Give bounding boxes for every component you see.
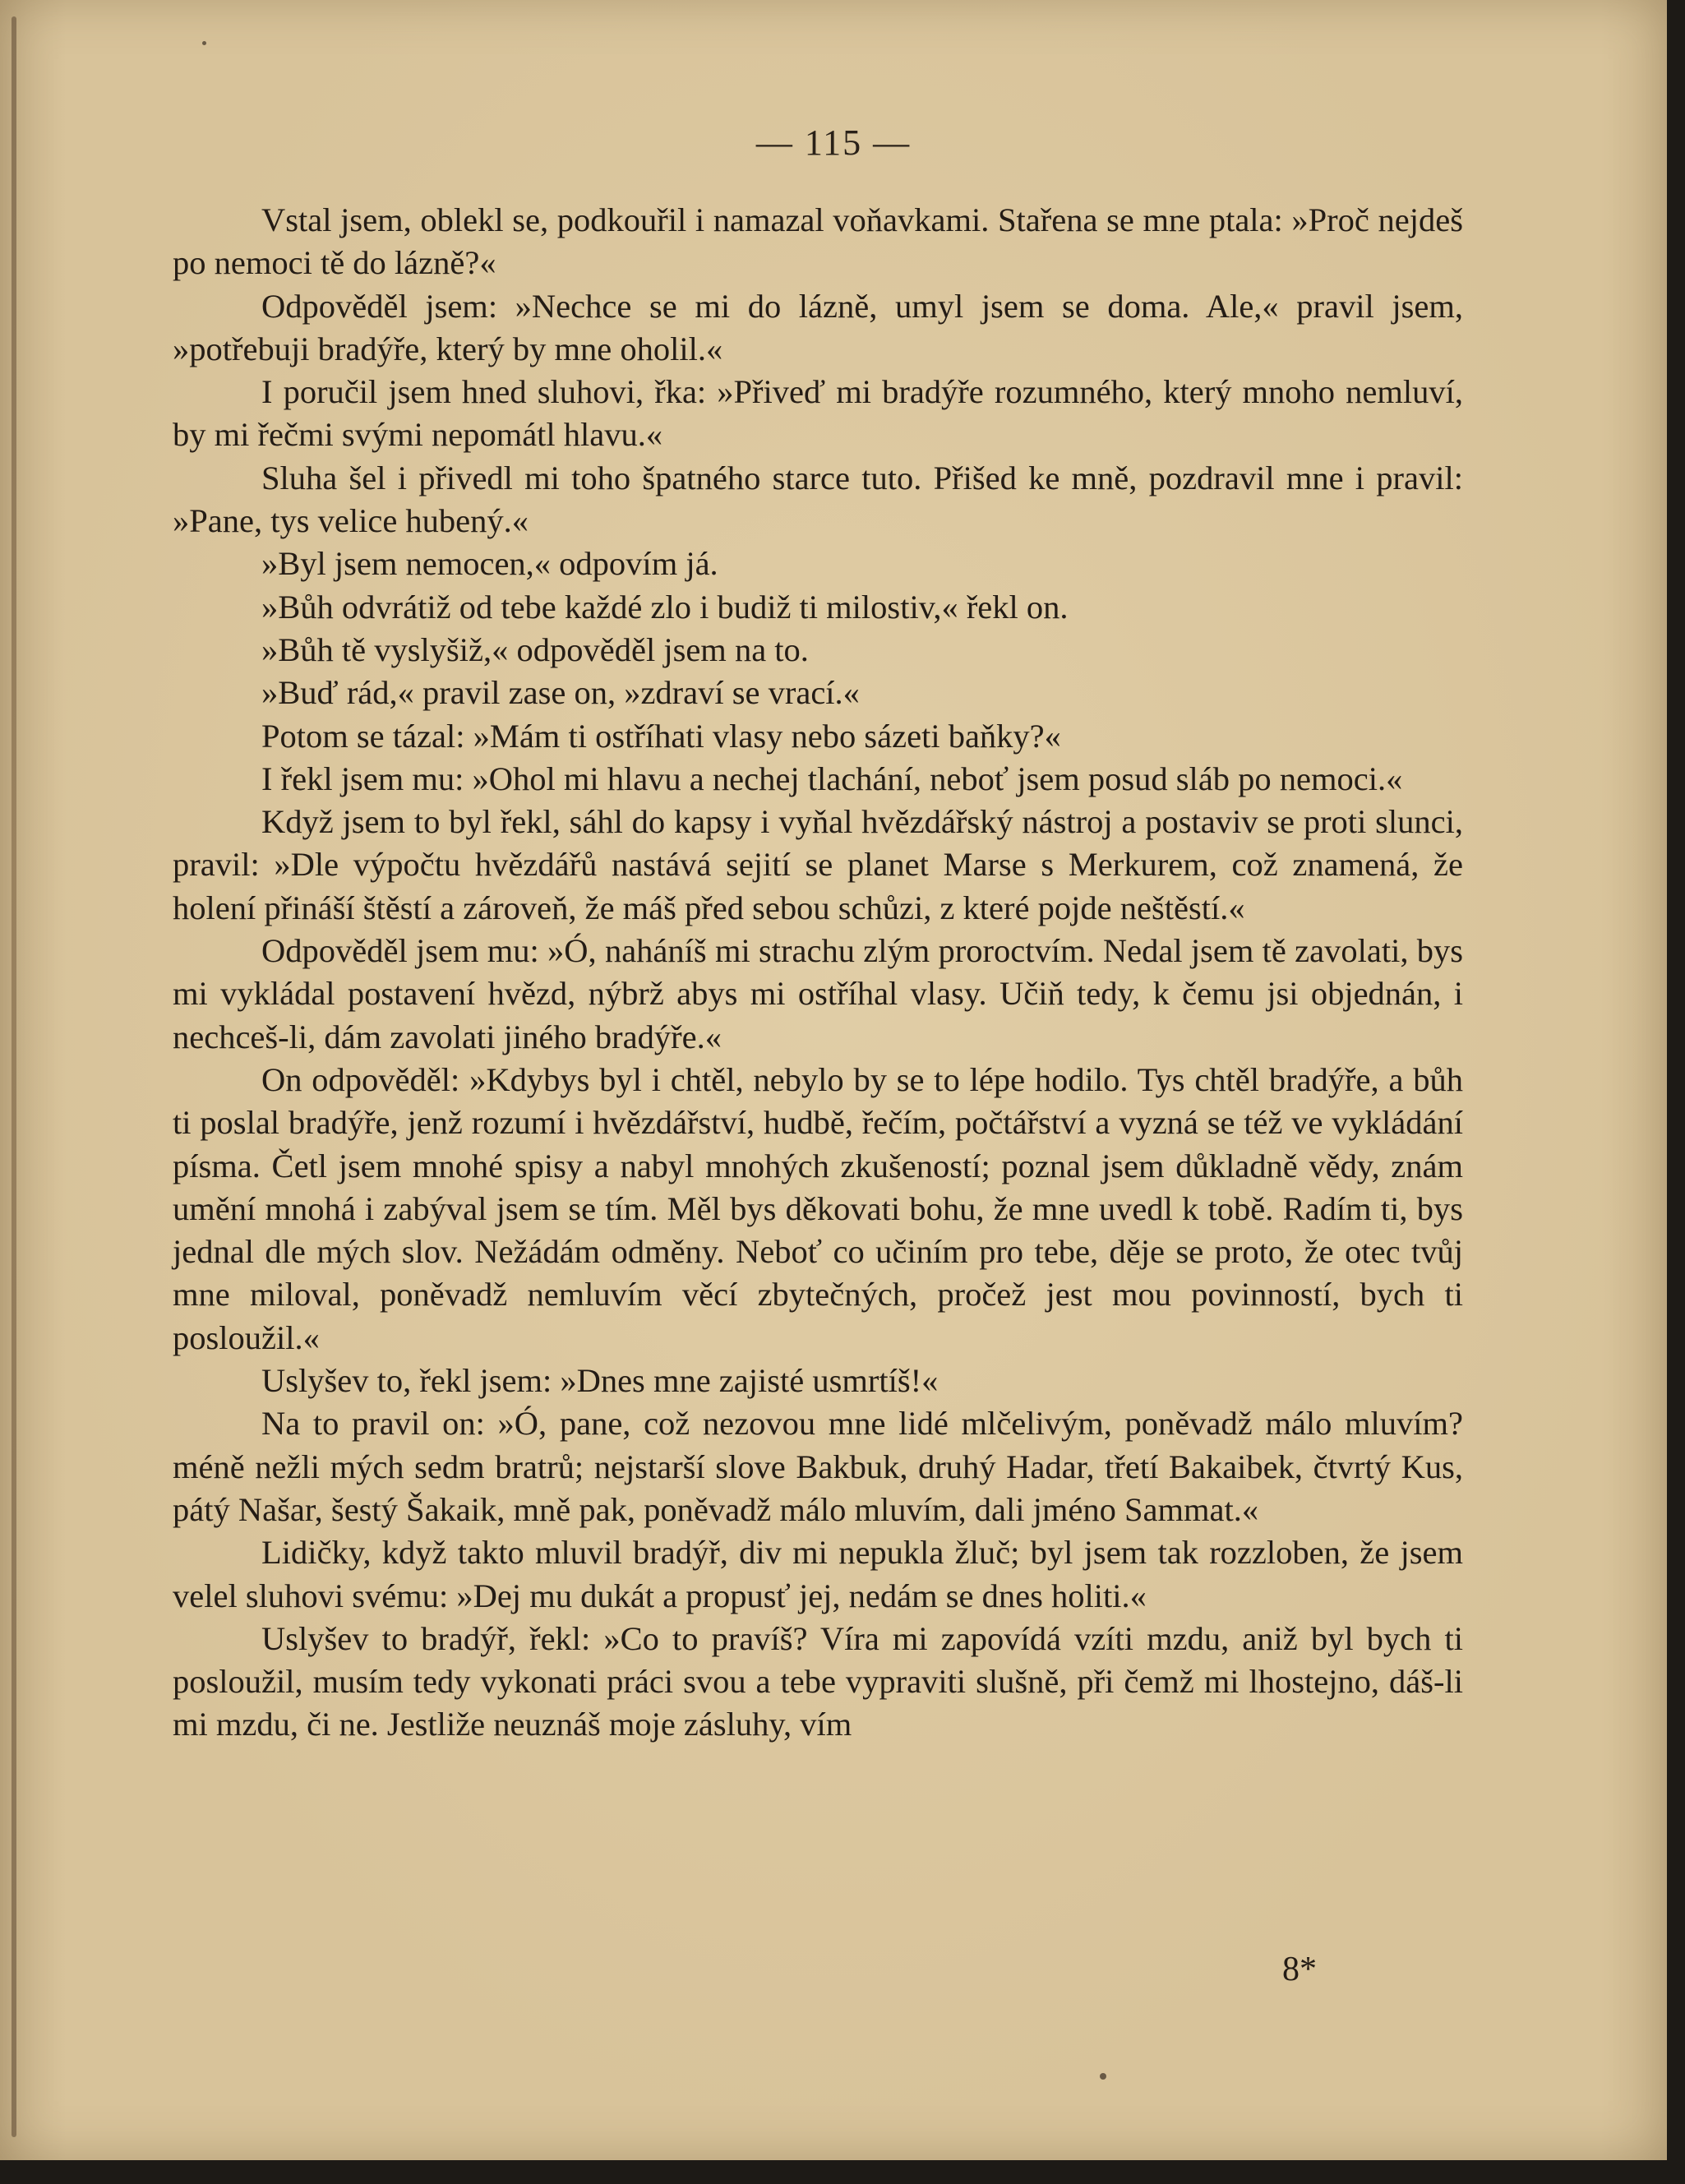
- signature-mark: 8*: [1282, 1951, 1317, 1988]
- paragraph: »Buď rád,« pravil zase on, »zdraví se vrací.«: [261, 674, 860, 712]
- paragraph: I řekl jsem mu: »Ohol mi hlavu a nechej tlachání, neboť jsem posud sláb po nemoci.«: [261, 760, 1403, 797]
- paragraph: Odpověděl jsem mu: »Ó, naháníš mi strachu zlým proroctvím. Nedal jsem tě zavolati, bys mi vykládal postavení hvězd, nýbrž abys mi ostříhal vlasy. Učiň tedy, k čemu jsi objednán, i nechceš-li, dám zavolati jiného bradýře.«: [173, 932, 1463, 1055]
- paragraph: Potom se tázal: »Mám ti ostříhati vlasy nebo sázeti baňky?«: [261, 717, 1061, 755]
- ink-speck: [202, 41, 206, 45]
- paragraph: On odpověděl: »Kdybys byl i chtěl, nebylo by se to lépe hodilo. Tys chtěl bradýře, a bůh ti poslal bradýře, jenž rozumí i hvězdářství, hudbě, řečím, počtářství a vyzná se též ve vykládání písma. Četl jsem mnohé spisy a nabyl mnohých zkušeností; poznal jsem důkladně vědy, znám umění mnohá i zabýval jsem se tím. Měl bys děkovati bohu, že mne uvedl k tobě. Radím ti, bys jednal dle mých slov. Nežádám odměny. Neboť co učiním pro tebe, děje se proto, že otec tvůj mne miloval, poněvadž nemluvím věcí zbytečných, pročež jest mou povinností, bych ti posloužil.«: [173, 1060, 1463, 1356]
- paragraph: Lidičky, když takto mluvil bradýř, div mi nepukla žluč; byl jsem tak rozzloben, že jsem velel sluhovi svému: »Dej mu dukát a propusť jej, nedám se dnes holiti.«: [173, 1534, 1463, 1614]
- paragraph: Sluha šel i přivedl mi toho špatného starce tuto. Přišed ke mně, pozdravil mne i pravil: »Pane, tys velice hubený.«: [173, 459, 1463, 540]
- ink-speck: [1100, 2073, 1106, 2080]
- paragraph: Uslyšev to bradýř, řekl: »Co to pravíš? Víra mi zapovídá vzíti mzdu, aniž byl bych ti posloužil, musím tedy vykonati práci svou a tebe vypraviti slušně, při čemž mi lhostejno, dáš-li mi mzdu, či ne. Jestliže neuznáš moje zásluhy, vím: [173, 1619, 1463, 1743]
- paragraph: »Bůh odvrátiž od tebe každé zlo i budiž ti milostiv,« řekl on.: [261, 588, 1069, 626]
- paragraph: Uslyšev to, řekl jsem: »Dnes mne zajisté usmrtíš!«: [261, 1362, 939, 1400]
- body-text: [173, 199, 1463, 1747]
- page-binding-edge: [12, 16, 16, 2137]
- paragraph: Vstal jsem, oblekl se, podkouřil i namazal voňavkami. Stařena se mne ptala: »Proč nejdeš po nemoci tě do lázně?«: [173, 201, 1463, 282]
- paragraph: Když jsem to byl řekl, sáhl do kapsy i vyňal hvězdářský nástroj a postaviv se proti slunci, pravil: »Dle výpočtu hvězdářů nastává sejití se planet Marse s Merkurem, což znamená, že holení přináší štěstí a zároveň, že máš před sebou schůzi, z které pojde neštěstí.«: [173, 803, 1463, 926]
- paragraph: Na to pravil on: »Ó, pane, což nezovou mne lidé mlčelivým, poněvadž málo mluvím? méně nežli mých sedm bratrů; nejstarší slove Bakbuk, druhý Hadar, třetí Bakaibek, čtvrtý Kus, pátý Našar, šestý Šakaik, mně pak, poněvadž málo mluvím, dali jméno Sammat.«: [173, 1405, 1463, 1528]
- paragraph: »Byl jsem nemocen,« odpovím já.: [261, 545, 718, 583]
- page-number: — 115 —: [755, 122, 912, 163]
- paragraph: »Bůh tě vyslyšiž,« odpověděl jsem na to.: [261, 630, 809, 668]
- paragraph: Odpověděl jsem: »Nechce se mi do lázně, umyl jsem se doma. Ale,« pravil jsem, »potřebuji bradýře, který by mne oholil.«: [173, 287, 1463, 367]
- paragraph: I poručil jsem hned sluhovi, řka: »Přiveď mi bradýře rozumného, který mnoho nemluví, by mi řečmi svými nepomátl hlavu.«: [173, 373, 1463, 454]
